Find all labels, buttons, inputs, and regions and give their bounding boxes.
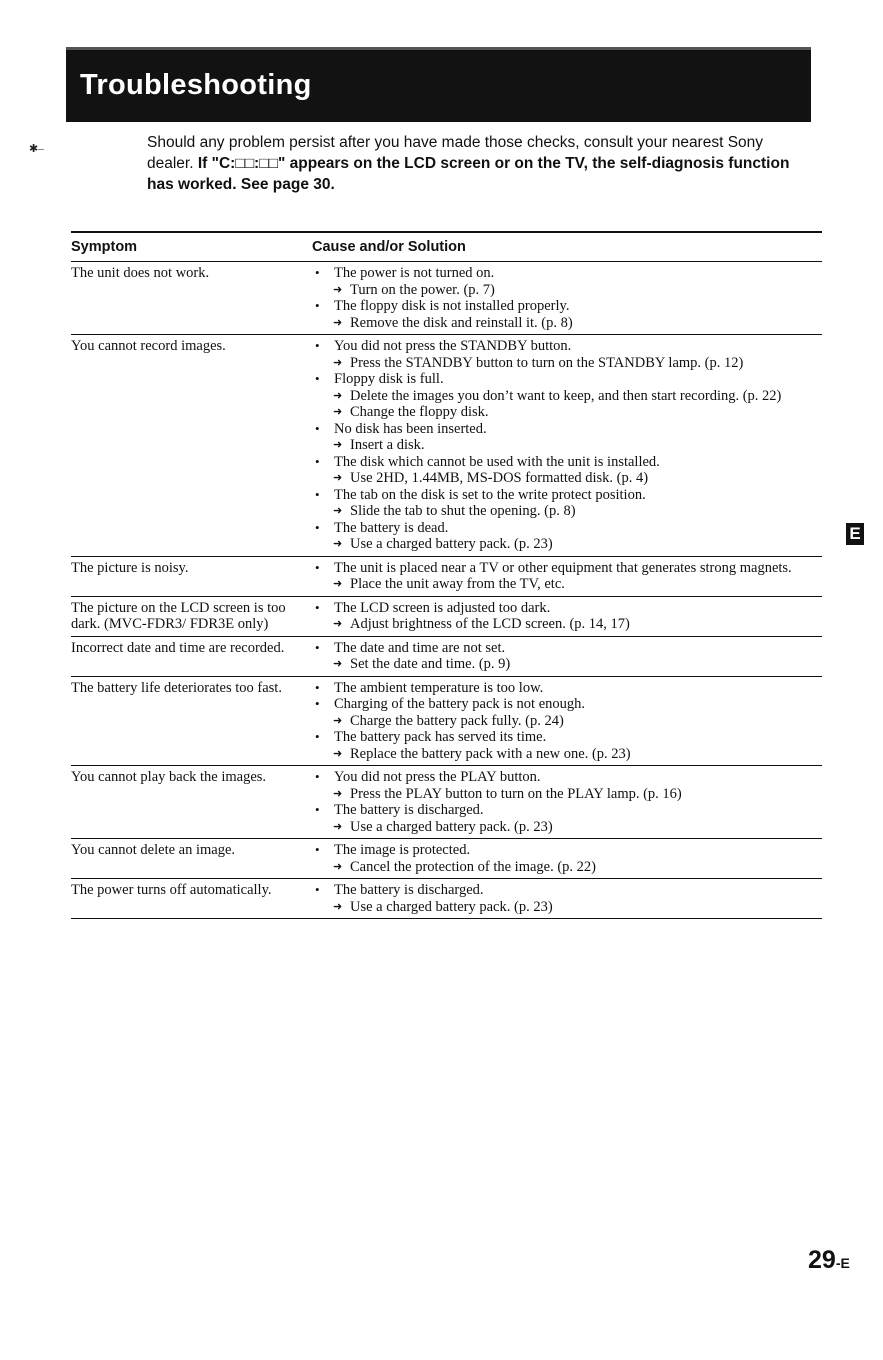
symptom-cell: Incorrect date and time are recorded. (71, 639, 285, 656)
solution-item: ➜ Use a charged battery pack. (p. 23) (312, 899, 822, 916)
cause-cell (312, 560, 822, 593)
cause-cell (312, 338, 822, 553)
solution-item: ➜ Change the floppy disk. (312, 404, 822, 421)
solution-item: ➜ Turn on the power. (p. 7) (312, 282, 822, 299)
solution-item: ➜ Slide the tab to shut the opening. (p. 8) (312, 503, 822, 520)
table-body (71, 262, 822, 919)
cause-item: • Floppy disk is full. (312, 371, 822, 388)
solution-item: ➜ Adjust brightness of the LCD screen. (p. 14, 17) (312, 616, 822, 633)
symptom-cell: The picture is noisy. (71, 559, 189, 576)
symptom-header: Symptom (71, 239, 138, 255)
table-row (71, 677, 822, 767)
cause-item: • The unit is placed near a TV or other equipment that generates strong magnets. (312, 560, 822, 577)
solution-item: ➜ Press the STANDBY button to turn on the STANDBY lamp. (p. 12) (312, 355, 822, 372)
cause-cell (312, 600, 822, 633)
cause-item: • The disk which cannot be used with the unit is installed. (312, 454, 822, 471)
table-row (71, 557, 822, 597)
solution-item: ➜ Use a charged battery pack. (p. 23) (312, 536, 822, 553)
solution-item: ➜ Press the PLAY button to turn on the PLAY lamp. (p. 16) (312, 786, 822, 803)
cause-item: • The battery is discharged. (312, 802, 822, 819)
table-row (71, 335, 822, 557)
solution-item: ➜ Use a charged battery pack. (p. 23) (312, 819, 822, 836)
solution-item: ➜ Place the unit away from the TV, etc. (312, 576, 822, 593)
cause-item: • The battery is dead. (312, 520, 822, 537)
table-header (71, 231, 822, 262)
symptom-cell: The unit does not work. (71, 265, 210, 281)
cause-item: • The tab on the disk is set to the write protect position. (312, 487, 822, 504)
cause-item: • The image is protected. (312, 842, 822, 859)
table-row (71, 637, 822, 677)
solution-item: ➜ Cancel the protection of the image. (p. 22) (312, 859, 822, 876)
symptom-cell: You cannot delete an image. (71, 842, 236, 858)
solution-item: ➜ Charge the battery pack fully. (p. 24) (312, 713, 822, 730)
cause-cell (312, 842, 822, 875)
table-row (71, 262, 822, 335)
cause-item: • The ambient temperature is too low. (312, 680, 822, 697)
table-row (71, 597, 822, 637)
cause-header: Cause and/or Solution (312, 239, 466, 255)
cause-cell (312, 640, 822, 673)
solution-item: ➜ Replace the battery pack with a new one. (p. 23) (312, 746, 822, 763)
solution-item: ➜ Delete the images you don’t want to keep, and then start recording. (p. 22) (312, 388, 822, 405)
table-row (71, 766, 822, 839)
table-row (71, 839, 822, 879)
page-number-value: 29 (808, 1246, 836, 1274)
page-number-suffix: -E (835, 1255, 850, 1271)
symptom-cell: You cannot play back the images. (71, 769, 267, 785)
page-number (808, 1246, 850, 1275)
section-tab-badge: E (846, 523, 864, 545)
page-header-bar (66, 47, 811, 122)
troubleshooting-table (71, 231, 822, 919)
solution-item: ➜ Set the date and time. (p. 9) (312, 656, 822, 673)
cause-cell (312, 265, 822, 331)
page-title: Troubleshooting (80, 69, 312, 101)
margin-mark-icon: ✱– (29, 143, 44, 155)
cause-item: • The LCD screen is adjusted too dark. (312, 600, 822, 617)
cause-cell (312, 680, 822, 763)
solution-item: ➜ Use 2HD, 1.44MB, MS-DOS formatted disk. (p. 4) (312, 470, 822, 487)
cause-item: • The floppy disk is not installed properly. (312, 298, 822, 315)
table-row (71, 879, 822, 919)
intro-text: Should any problem persist after you have made those checks, consult your nearest Sony dealer. (147, 134, 764, 172)
symptom-cell: You cannot record images. (71, 338, 226, 354)
cause-item: • The battery is discharged. (312, 882, 822, 899)
cause-item: • The battery pack has served its time. (312, 729, 822, 746)
intro-bold-text: If "C:□□:□□" appears on the LCD screen or on the TV, the self-diagnosis function has worked. See page 30. (147, 155, 790, 193)
symptom-cell: The picture on the LCD screen is too dark. (MVC-FDR3/ FDR3E only) (71, 599, 286, 632)
intro-paragraph (147, 132, 807, 195)
cause-item: • The date and time are not set. (312, 640, 822, 657)
symptom-cell: The power turns off automatically. (71, 882, 272, 898)
cause-item: • No disk has been inserted. (312, 421, 822, 438)
cause-item: • Charging of the battery pack is not enough. (312, 696, 822, 713)
symptom-cell: The battery life deteriorates too fast. (71, 679, 282, 696)
cause-cell (312, 769, 822, 835)
cause-item: • You did not press the PLAY button. (312, 769, 822, 786)
cause-cell (312, 882, 822, 915)
cause-item: • You did not press the STANDBY button. (312, 338, 822, 355)
cause-item: • The power is not turned on. (312, 265, 822, 282)
solution-item: ➜ Insert a disk. (312, 437, 822, 454)
solution-item: ➜ Remove the disk and reinstall it. (p. 8) (312, 315, 822, 332)
